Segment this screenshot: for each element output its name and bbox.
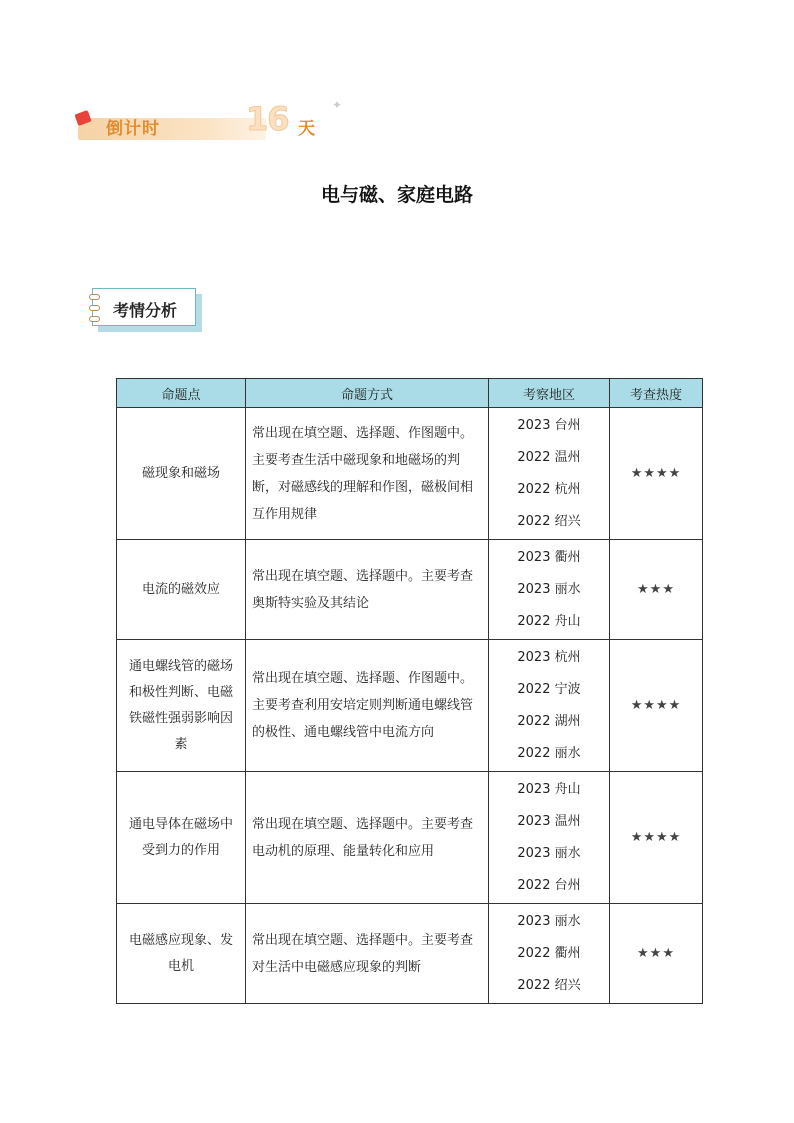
section-label: 考情分析 <box>113 301 178 320</box>
table-row <box>117 540 703 640</box>
region-item: 2023 舟山 <box>517 781 581 797</box>
row-method: 常出现在填空题、选择题中。主要考查对生活中电磁感应现象的判断 <box>246 904 489 1004</box>
region-item: 2023 衢州 <box>517 549 581 565</box>
row-method: 常出现在填空题、选择题、作图题中。主要考查利用安培定则判断通电螺线管的极性、通电螺线管中电流方向 <box>246 640 489 772</box>
header-heat: 考查热度 <box>610 379 703 408</box>
row-method: 常出现在填空题、选择题、作图题中。主要考查生活中磁现象和地磁场的判断，对磁感线的理解和作图，磁极间相互作用规律 <box>246 408 489 540</box>
heat-rating: ★★★ <box>610 904 703 1004</box>
region-item: 2023 丽水 <box>517 845 581 861</box>
row-point: 电流的磁效应 <box>117 540 246 640</box>
row-point: 通电导体在磁场中受到力的作用 <box>117 772 246 904</box>
region-item: 2022 台州 <box>517 877 581 893</box>
region-item: 2023 温州 <box>517 813 581 829</box>
heat-rating: ★★★★ <box>610 640 703 772</box>
region-item: 2022 丽水 <box>517 745 581 761</box>
heat-rating: ★★★★ <box>610 408 703 540</box>
region-item: 2023 杭州 <box>517 649 581 665</box>
binder-ring-icon <box>89 294 100 300</box>
binder-ring-icon <box>89 316 100 322</box>
banner-prefix: 倒计时 <box>106 119 160 139</box>
region-item: 2022 湖州 <box>517 713 581 729</box>
table-header-row <box>117 379 703 408</box>
table-row <box>117 772 703 904</box>
row-regions <box>489 904 610 1004</box>
row-regions <box>489 772 610 904</box>
sparkle-icon: ✦ <box>332 98 343 112</box>
exam-analysis-table <box>116 378 703 1004</box>
row-regions <box>489 640 610 772</box>
row-regions <box>489 408 610 540</box>
row-point: 通电螺线管的磁场和极性判断、电磁铁磁性强弱影响因素 <box>117 640 246 772</box>
region-item: 2022 舟山 <box>517 613 581 629</box>
heat-rating: ★★★ <box>610 540 703 640</box>
row-regions <box>489 540 610 640</box>
countdown-banner <box>74 98 343 144</box>
header-region: 考察地区 <box>489 379 610 408</box>
region-item: 2022 绍兴 <box>517 513 581 529</box>
tab-box <box>92 288 196 326</box>
region-item: 2022 衢州 <box>517 945 581 961</box>
page-title: 电与磁、家庭电路 <box>320 184 473 206</box>
section-tab <box>92 288 204 334</box>
table-row <box>117 408 703 540</box>
table-row <box>117 904 703 1004</box>
region-item: 2023 丽水 <box>517 913 581 929</box>
header-point: 命题点 <box>117 379 246 408</box>
region-item: 2022 宁波 <box>517 681 581 697</box>
row-method: 常出现在填空题、选择题中。主要考查电动机的原理、能量转化和应用 <box>246 772 489 904</box>
region-item: 2022 温州 <box>517 449 581 465</box>
banner-suffix: 天 <box>298 119 315 139</box>
row-point: 磁现象和磁场 <box>117 408 246 540</box>
row-method: 常出现在填空题、选择题中。主要考查奥斯特实验及其结论 <box>246 540 489 640</box>
banner-number: 16 <box>246 100 289 138</box>
region-item: 2022 杭州 <box>517 481 581 497</box>
header-method: 命题方式 <box>246 379 489 408</box>
region-item: 2022 绍兴 <box>517 977 581 993</box>
heat-rating: ★★★★ <box>610 772 703 904</box>
region-item: 2023 台州 <box>517 417 581 433</box>
binder-ring-icon <box>89 305 100 311</box>
row-point: 电磁感应现象、发电机 <box>117 904 246 1004</box>
region-item: 2023 丽水 <box>517 581 581 597</box>
table-row <box>117 640 703 772</box>
